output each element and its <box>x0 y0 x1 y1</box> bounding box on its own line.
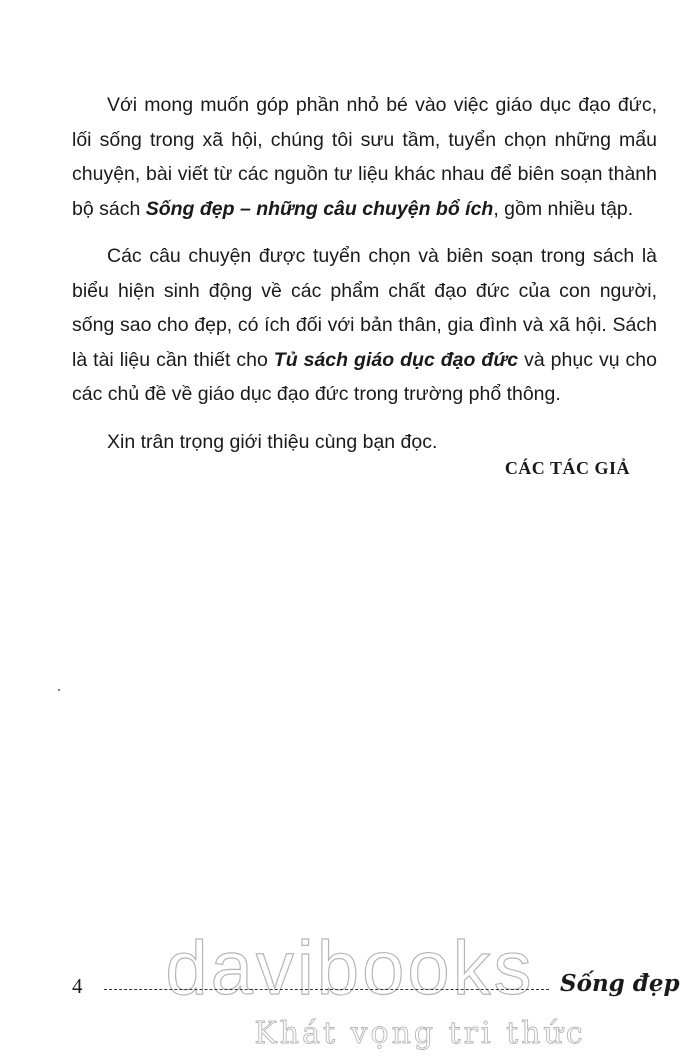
paragraph-2-text-start: Các câu chuyện được tuyển chọn và biên soạn trong sách là biểu hiện sinh động về các phẩm chất đạo đức của con người, sống sao cho đẹp, có ích đối với bản thân, gia đình và xã hội. Sách là tài liệu cần thiết cho <box>72 245 657 371</box>
stray-dot <box>58 689 60 691</box>
paragraph-2 <box>72 239 657 412</box>
paragraph-1-text-start: Với mong muốn góp phần nhỏ bé vào việc giáo dục đạo đức, lối sống trong xã hội, chúng tôi sưu tầm, tuyển chọn những mẩu chuyện, bài viết từ các nguồn tư liệu khác nhau để biên soạn thành bộ sách <box>72 94 657 220</box>
watermark-brand: davibooks <box>165 926 535 1011</box>
page-number: 4 <box>72 974 83 998</box>
body-text <box>72 88 657 472</box>
paragraph-1 <box>72 88 657 226</box>
paragraph-3: Xin trân trọng giới thiệu cùng bạn đọc. <box>107 430 438 453</box>
signature: CÁC TÁC GIẢ <box>504 458 630 478</box>
paragraph-2-text-end: và phục vụ cho các chủ đề về giáo dục đạo đức trong trường phổ thông. <box>72 348 657 405</box>
paragraph-1-text-end: , gồm nhiều tập. <box>493 197 634 220</box>
running-title: Sống đẹp <box>560 970 680 997</box>
watermark-tagline: Khát vọng tri thức <box>254 1016 586 1051</box>
book-series-title: Sống đẹp – những câu chuyện bổ ích <box>145 197 494 220</box>
collection-title: Tủ sách giáo dục đạo đức <box>273 348 519 371</box>
footer-dashed-rule <box>104 989 549 990</box>
page-footer <box>72 970 680 1010</box>
